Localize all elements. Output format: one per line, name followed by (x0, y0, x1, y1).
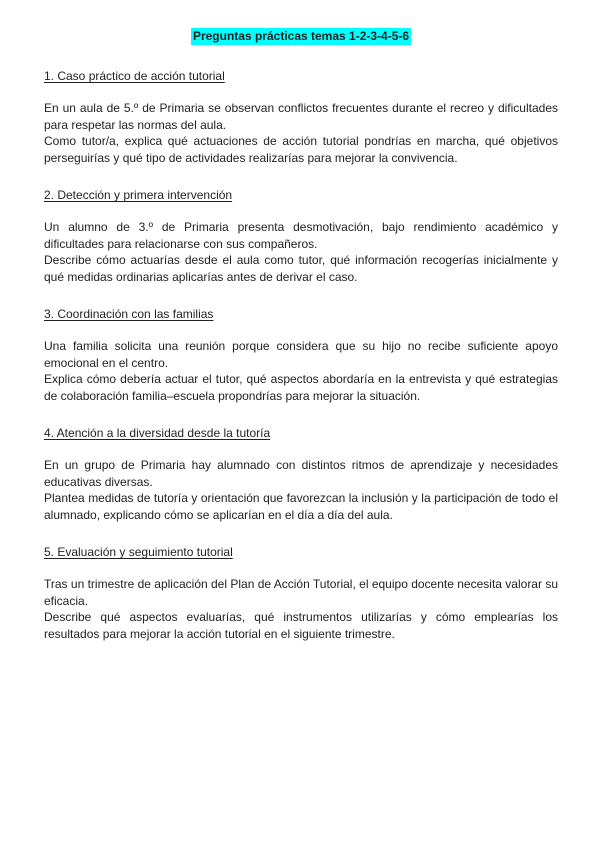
page-title: Preguntas prácticas temas 1-2-3-4-5-6 (192, 29, 410, 43)
question-section-3 (44, 306, 558, 404)
question-section-5 (44, 544, 558, 642)
section-heading: 2. Detección y primera intervención (44, 188, 233, 202)
scenario-paragraph: En un grupo de Primaria hay alumnado con distintos ritmos de aprendizaje y necesidades educativas diversas. (44, 458, 558, 489)
task-paragraph: Explica cómo debería actuar el tutor, qué aspectos abordaría en la entrevista y qué estrategias de colaboración familia–escuela propondrías para mejorar la situación. (44, 372, 558, 403)
scenario-paragraph: Una familia solicita una reunión porque considera que su hijo no recibe suficiente apoyo emocional en el centro. (44, 339, 558, 370)
title-block (44, 27, 558, 45)
task-paragraph: Describe cómo actuarías desde el aula como tutor, qué información recogerías inicialmente y qué medidas ordinarias aplicarías antes de derivar el caso. (44, 253, 558, 284)
section-heading: 3. Coordinación con las familias (44, 307, 214, 321)
section-heading: 5. Evaluación y seguimiento tutorial (44, 545, 233, 559)
task-paragraph: Describe qué aspectos evaluarías, qué instrumentos utilizarías y cómo emplearías los resultados para mejorar la acción tutorial en el siguiente trimestre. (44, 610, 558, 641)
scenario-paragraph: En un aula de 5.º de Primaria se observan conflictos frecuentes durante el recreo y dificultades para respetar las normas del aula. (44, 101, 558, 132)
section-heading: 4. Atención a la diversidad desde la tutoría (44, 426, 271, 440)
question-section-4 (44, 425, 558, 523)
question-section-2 (44, 187, 558, 285)
scenario-paragraph: Tras un trimestre de aplicación del Plan de Acción Tutorial, el equipo docente necesita valorar su eficacia. (44, 577, 558, 608)
question-section-1 (44, 68, 558, 166)
task-paragraph: Como tutor/a, explica qué actuaciones de acción tutorial pondrías en marcha, qué objetivos perseguirías y qué tipo de actividades realizarías para mejorar la convivencia. (44, 134, 558, 165)
section-heading: 1. Caso práctico de acción tutorial (44, 69, 225, 83)
task-paragraph: Plantea medidas de tutoría y orientación que favorezcan la inclusión y la participación de todo el alumnado, explicando cómo se aplicarían en el día a día del aula. (44, 491, 558, 522)
scenario-paragraph: Un alumno de 3.º de Primaria presenta desmotivación, bajo rendimiento académico y dificultades para relacionarse con sus compañeros. (44, 220, 558, 251)
